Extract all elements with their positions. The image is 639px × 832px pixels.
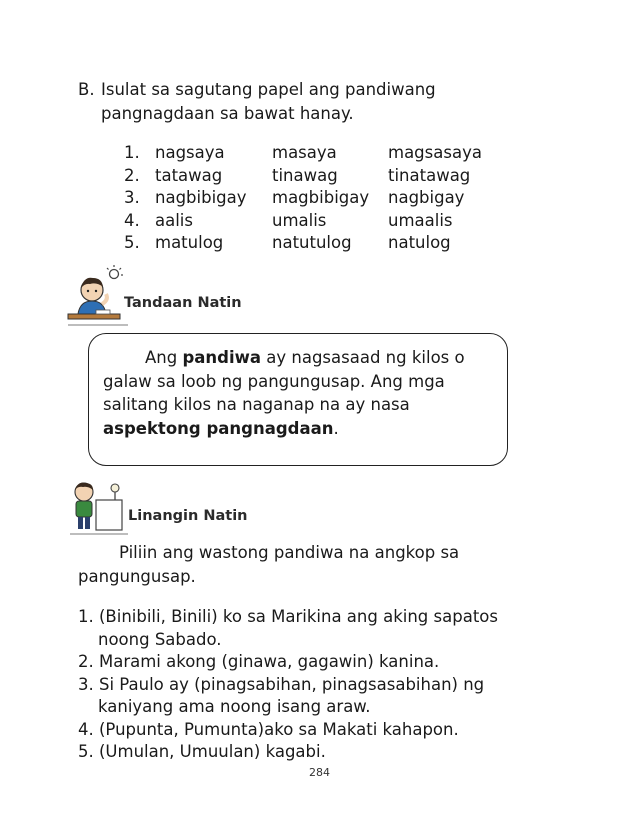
linangin-header [66, 478, 266, 538]
choice-a: matulog [155, 233, 224, 252]
choice-c: tinatawag [388, 165, 471, 185]
item-3-continuation: kaniyang ama noong isang araw. [98, 697, 371, 716]
row-number: 5. [124, 233, 140, 252]
choice-c: magsasaya [388, 143, 482, 162]
item-4: 4. (Pupunta, Pumunta)ako sa Makati kahapon. [78, 719, 459, 739]
row-number: 1. [124, 143, 140, 162]
text-segment: . [333, 418, 339, 438]
instruction-line-1: Piliin ang wastong pandiwa na angkop sa [119, 543, 460, 562]
choice-c: umaalis [388, 210, 453, 230]
choice-c: natulog [388, 233, 451, 252]
choice-b: masaya [272, 143, 337, 162]
text-segment: Ang [145, 348, 183, 367]
section-letter: B. [78, 80, 95, 99]
instruction-line-2: pangungusap. [78, 567, 196, 586]
text-segment: ay nagsasaad ng kilos o [261, 348, 465, 367]
item-2: 2. Marami akong (ginawa, gagawin) kanina. [78, 652, 440, 671]
boy-reading-icon [66, 478, 132, 538]
keyword-aspektong-pangnagdaan: aspektong pangnagdaan [103, 418, 334, 438]
choice-a: aalis [155, 210, 193, 230]
item-5: 5. (Umulan, Umuulan) kagabi. [78, 742, 326, 761]
text-line: salitang kilos na naganap na ay nasa [103, 395, 410, 414]
row-number: 2. [124, 165, 140, 185]
choice-b: tinawag [272, 165, 338, 185]
item-3: 3. Si Paulo ay (pinagsabihan, pinagsasabihan) ng [78, 674, 485, 694]
choice-a: tatawag [155, 165, 223, 185]
choice-a: nagbibigay [155, 188, 247, 207]
item-1-continuation: noong Sabado. [98, 629, 222, 649]
exercise-items [78, 606, 598, 764]
choice-b: natutulog [272, 233, 352, 252]
choice-row [124, 142, 524, 165]
row-number: 4. [124, 210, 140, 230]
choice-b: umalis [272, 210, 327, 230]
section-b-instruction [78, 78, 598, 126]
keyword-pandiwa: pandiwa [182, 348, 262, 367]
boy-thinking-icon [62, 264, 132, 328]
definition-text [103, 346, 503, 440]
linangin-instruction [78, 541, 598, 589]
choice-row [124, 165, 524, 188]
choice-row [124, 187, 524, 210]
choice-row [124, 210, 524, 233]
instruction-line-1: Isulat sa sagutang papel ang pandiwang [101, 80, 436, 99]
choice-a: nagsaya [155, 143, 225, 162]
choice-list [124, 142, 524, 255]
choice-b: magbibigay [272, 188, 370, 207]
text-line: galaw sa loob ng pangungusap. Ang mga [103, 371, 445, 391]
linangin-title: Linangin Natin [128, 508, 248, 524]
choice-row [124, 232, 524, 255]
tandaan-title: Tandaan Natin [124, 295, 242, 311]
definition-box [88, 333, 508, 466]
tandaan-header [62, 264, 262, 328]
item-1: 1. (Binibili, Binili) ko sa Marikina ang aking sapatos [78, 607, 498, 626]
page-number: 284 [309, 766, 330, 779]
row-number: 3. [124, 188, 140, 207]
choice-c: nagbigay [388, 188, 465, 207]
instruction-line-2: pangnagdaan sa bawat hanay. [101, 104, 354, 123]
